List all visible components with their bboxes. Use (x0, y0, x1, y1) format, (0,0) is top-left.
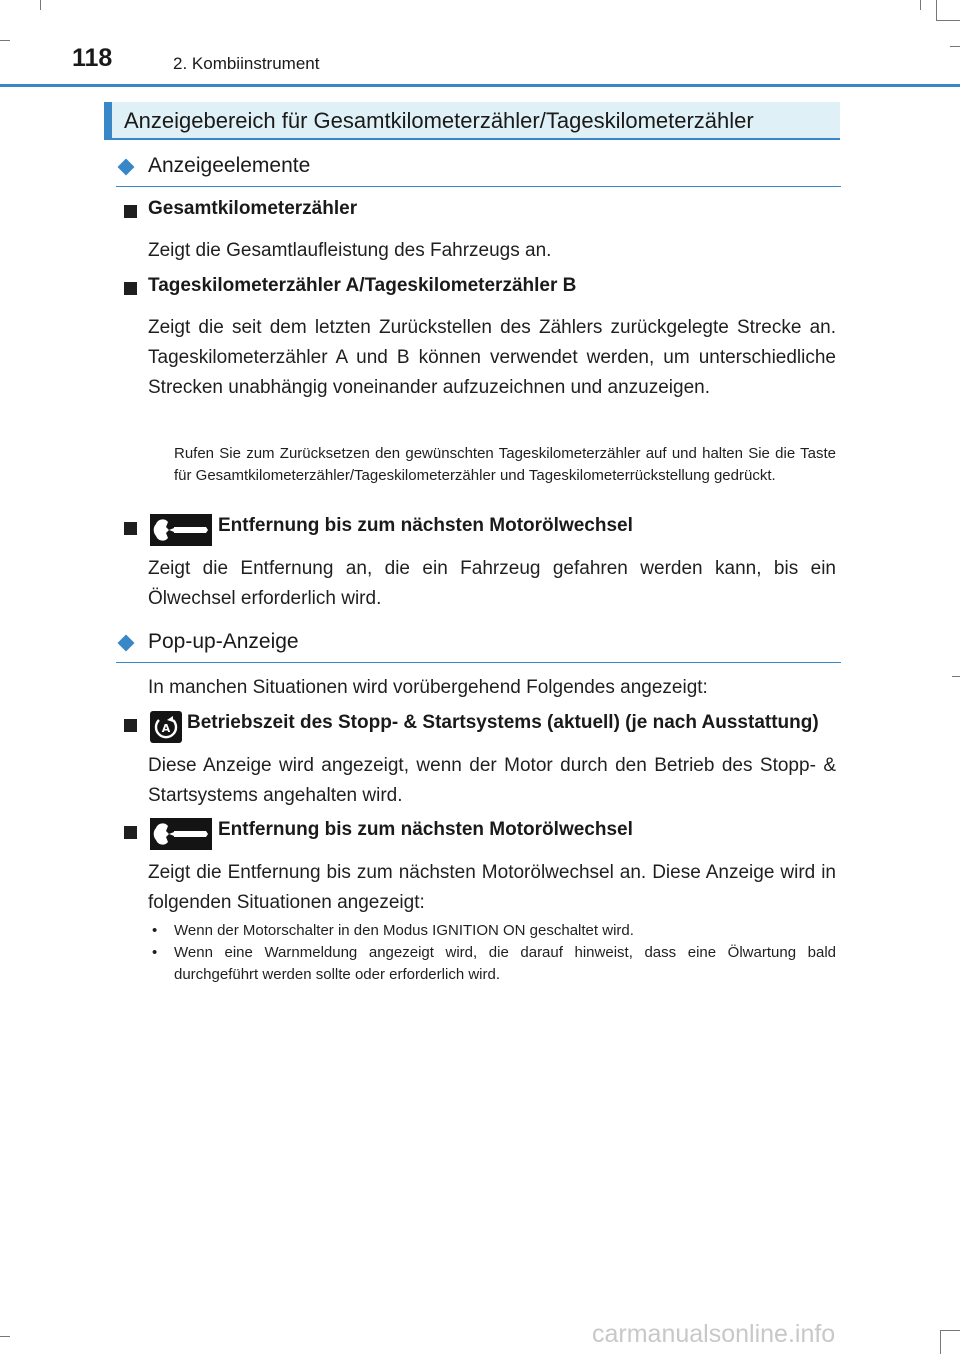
svg-text:A: A (161, 722, 171, 735)
section-title: Anzeigebereich für Gesamtkilometerzähler/Tageskilometerzähler (124, 108, 754, 133)
subsection-title: Pop-up-Anzeige (148, 630, 299, 653)
item-description: Zeigt die Entfernung an, die ein Fahrzeug gefahren werden kann, bis ein Ölwechsel erforderlich wird. (148, 558, 836, 609)
crop-mark (940, 1330, 941, 1354)
item-description: Zeigt die Gesamtlaufleistung des Fahrzeugs an. (148, 240, 552, 261)
diamond-bullet-icon (118, 635, 135, 652)
chapter-title: 2. Kombiinstrument (173, 54, 320, 73)
page-number: 118 (72, 44, 113, 72)
subsection-title: Anzeigeelemente (148, 154, 311, 177)
wrench-icon (150, 818, 212, 850)
wrench-icon-graphic (150, 818, 212, 850)
item-title: Gesamtkilometerzähler (148, 198, 358, 219)
subsection-heading-popup (116, 628, 841, 663)
header-rule (0, 84, 960, 87)
square-bullet-icon (124, 522, 137, 535)
square-bullet-icon (124, 826, 137, 839)
list-item-text: Wenn eine Warnmeldung angezeigt wird, die darauf hinweist, dass eine Ölwartung bald durchgeführt werden sollte oder erforderlich wird. (174, 944, 836, 983)
item-description: Zeigt die Entfernung bis zum nächsten Motorölwechsel an. Diese Anzeige wird in folgenden Situationen angezeigt: (148, 862, 836, 913)
crop-mark (940, 1330, 960, 1331)
wrench-icon-graphic (150, 514, 212, 546)
item-title: Tageskilometerzähler A/Tageskilometerzähler B (148, 275, 577, 296)
crop-mark (0, 1336, 10, 1337)
item-title: Betriebszeit des Stopp- & Startsystems (aktuell) (je nach Ausstattung) (187, 712, 819, 733)
diamond-bullet-icon (118, 159, 135, 176)
bullet-dot-icon: • (152, 944, 158, 961)
popup-intro: In manchen Situationen wird vorübergehend Folgendes angezeigt: (148, 677, 708, 698)
square-bullet-icon (124, 719, 137, 732)
list-item (152, 920, 836, 942)
reset-note: Rufen Sie zum Zurücksetzen den gewünschten Tageskilometerzähler auf und halten Sie die Taste für Gesamtkilometerzähler/Tageskilometerzähler und Tageskilometerrückstellung gedrückt. (174, 445, 836, 484)
stop-start-icon (150, 711, 182, 743)
square-bullet-icon (124, 282, 137, 295)
item-title: Entfernung bis zum nächsten Motorölwechsel (218, 515, 633, 536)
item-title: Entfernung bis zum nächsten Motorölwechsel (218, 819, 633, 840)
list-item (152, 942, 836, 986)
bullet-dot-icon: • (152, 922, 158, 939)
item-description: Zeigt die seit dem letzten Zurückstellen des Zählers zurückgelegte Strecke an. Tageskilometerzähler A und B können verwendet werden, um unterschiedliche Strecken unabhängig voneinander aufzuzeichnen und anzuzeigen. (148, 317, 836, 398)
crop-mark (952, 676, 960, 677)
watermark: carmanualsonline.info (592, 1320, 836, 1348)
square-bullet-icon (124, 205, 137, 218)
list-item-text: Wenn der Motorschalter in den Modus IGNITION ON geschaltet wird. (174, 922, 634, 939)
item-description: Diese Anzeige wird angezeigt, wenn der Motor durch den Betrieb des Stopp- & Startsystems angehalten wird. (148, 755, 836, 806)
wrench-icon (150, 514, 212, 546)
stop-start-icon-graphic (150, 711, 182, 743)
page-header (0, 0, 960, 88)
section-heading (104, 102, 840, 140)
subsection-heading-display-elements (116, 152, 841, 187)
